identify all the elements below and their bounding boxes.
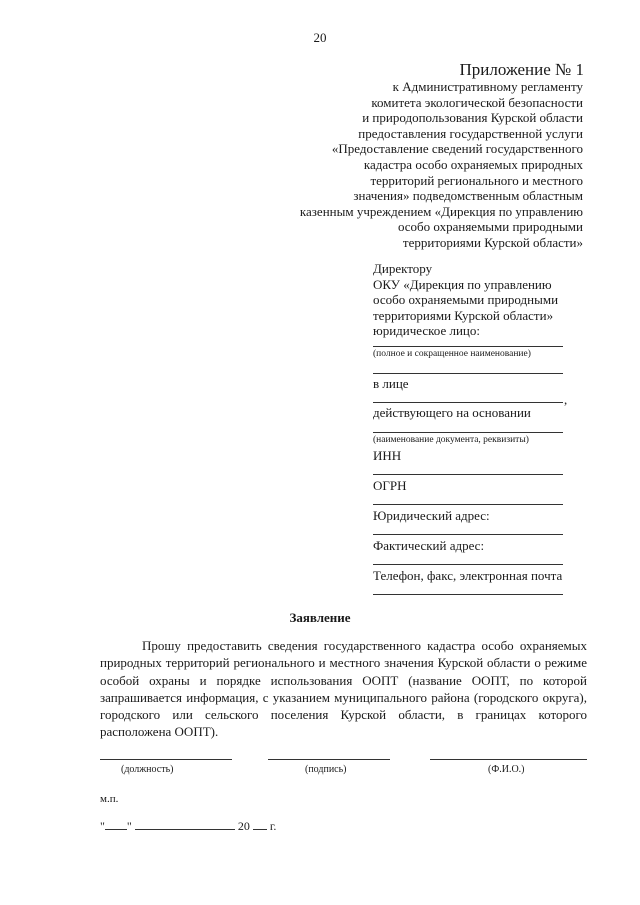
appendix-line: кадастра особо охраняемых природных xyxy=(363,156,583,172)
year-suffix: г. xyxy=(269,819,277,833)
page-number: 20 xyxy=(313,30,327,45)
date-close-quote: " xyxy=(126,819,132,833)
appendix-title: Приложение № 1 xyxy=(459,60,584,79)
actual-address-line[interactable] xyxy=(373,564,563,565)
appendix-line: территориями Курской области» xyxy=(402,234,583,250)
contacts-label: Телефон, факс, электронная почта xyxy=(373,568,563,583)
addressee-line: ОКУ «Дирекция по управлению xyxy=(373,276,552,292)
day-field[interactable] xyxy=(105,817,127,830)
basis-document-line[interactable] xyxy=(373,432,563,433)
legal-address-label: Юридический адрес: xyxy=(373,508,490,523)
appendix-reference xyxy=(283,79,583,251)
appendix-line: казенным учреждением «Дирекция по управлению xyxy=(299,203,583,219)
appendix-line: и природопользования Курской области xyxy=(362,110,583,126)
legal-entity-name-line-2[interactable] xyxy=(373,373,563,374)
appendix-line: значения» подведомственным областным xyxy=(353,188,583,204)
appendix-line: особо охраняемыми природными xyxy=(397,219,583,235)
statement-body: Прошу предоставить сведения государственного кадастра особо охраняемых природных территорий регионального и местного значения Курской области о режиме особой охраны и порядке использования ООПТ (название ООПТ, по которой запрашивается информация, с указанием муниципального района (городского округа), городского или сельского поселения Курской области, в границах которого расположена ООПТ). xyxy=(100,638,587,740)
position-caption: (должность) xyxy=(121,764,174,775)
appendix-line: «Предоставление сведений государственного xyxy=(331,141,583,157)
ogrn-label: ОГРН xyxy=(373,478,407,493)
in-person-label: в лице xyxy=(373,376,409,391)
document-caption: (наименование документа, реквизиты) xyxy=(373,435,529,445)
legal-address-line[interactable] xyxy=(373,534,563,535)
appendix-line: к Административному регламенту xyxy=(392,79,583,94)
signature-line[interactable] xyxy=(268,759,390,760)
appendix-line: комитета экологической безопасности xyxy=(371,94,583,110)
stamp-place-label: м.п. xyxy=(100,793,119,805)
addressee-block xyxy=(373,261,573,339)
full-name-caption: (Ф.И.О.) xyxy=(488,764,525,775)
ogrn-line[interactable] xyxy=(373,504,563,505)
inn-line[interactable] xyxy=(373,474,563,475)
appendix-line: территорий регионального и местного xyxy=(370,172,583,188)
comma: , xyxy=(564,392,568,407)
addressee-line: Директору xyxy=(373,261,433,276)
appendix-line: предоставления государственной услуги xyxy=(358,125,583,141)
position-signature-line[interactable] xyxy=(100,759,232,760)
name-caption: (полное и сокращенное наименование) xyxy=(373,349,531,359)
month-field[interactable] xyxy=(135,817,235,830)
date-open-quote: " xyxy=(100,819,105,833)
representative-line[interactable] xyxy=(373,402,563,403)
year-field[interactable] xyxy=(253,817,267,830)
actual-address-label: Фактический адрес: xyxy=(373,538,485,553)
addressee-line: особо охраняемыми природными xyxy=(373,292,559,308)
contacts-line[interactable] xyxy=(373,594,563,595)
signature-caption: (подпись) xyxy=(305,764,347,775)
legal-entity-name-line[interactable] xyxy=(373,346,563,347)
full-name-line[interactable] xyxy=(430,759,587,760)
acting-basis-label: действующего на основании xyxy=(373,405,531,420)
addressee-line: территориями Курской области» xyxy=(373,307,554,323)
date-line xyxy=(100,817,276,834)
addressee-line: юридическое лицо: xyxy=(373,323,480,339)
inn-label: ИНН xyxy=(373,448,402,463)
statement-title: Заявление xyxy=(289,610,351,625)
year-prefix: 20 xyxy=(237,819,250,833)
